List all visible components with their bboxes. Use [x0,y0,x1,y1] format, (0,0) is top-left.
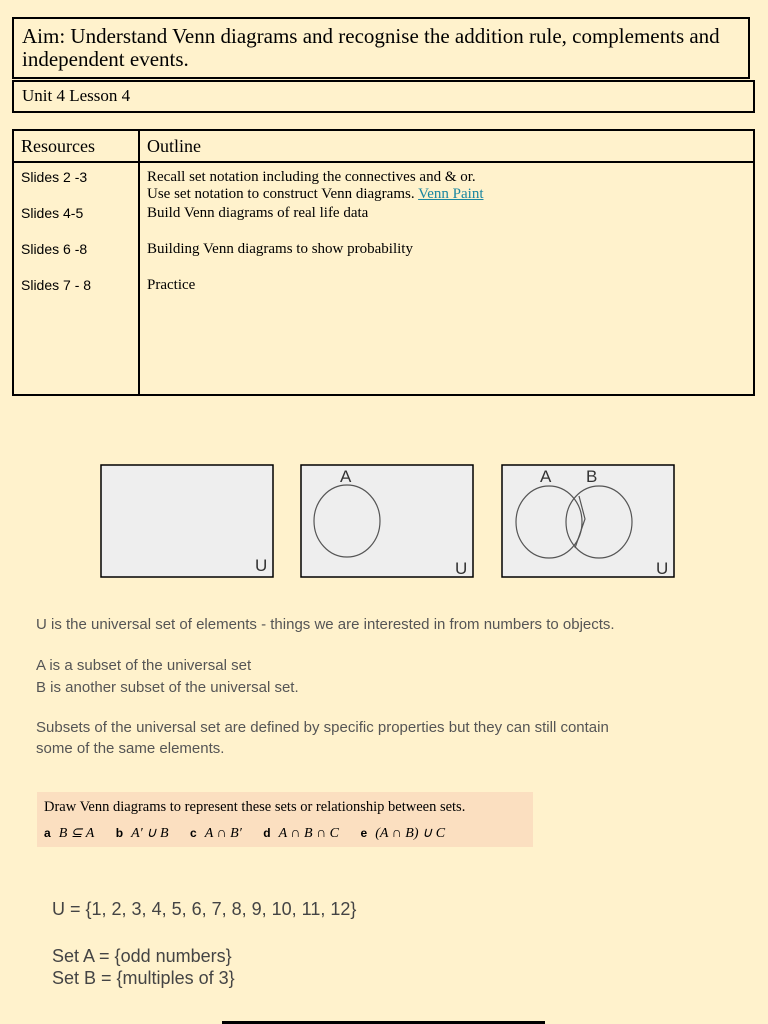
outline-item: Practice [147,277,196,293]
exercise-letter: a [44,826,51,840]
u-label: U [455,559,468,578]
exercise-letter: b [115,826,124,840]
exercise-letter: e [360,826,368,840]
outline-text: Use set notation to construct Venn diagrams. [147,186,415,202]
subset-b-explanation: B is another subset of the universal set. [36,679,299,696]
venn-diagram-one-set [300,464,474,578]
universal-set-explanation: U is the universal set of elements - things we are interested in from numbers to objects. [36,616,615,633]
universal-rect [301,465,473,577]
exercise-expression: A ∩ B ∩ C [278,826,340,841]
outline-item: Building Venn diagrams to show probability [147,241,413,257]
resources-outline-table [12,129,755,396]
subset-a-explanation: A is a subset of the universal set [36,657,252,674]
exercise-expression: A ∩ B′ [204,826,242,841]
a-label: A [540,467,552,486]
outline-text [147,186,753,203]
venn-paint-link[interactable]: Venn Paint [418,186,484,202]
resources-cell [13,162,139,395]
exercise-title: Draw Venn diagrams to represent these sets or relationship between sets. [44,799,466,815]
venn-diagram-two-sets [501,464,675,578]
universal-rect [101,465,273,577]
u-label: U [656,559,669,578]
outline-text: Recall set notation including the connectives and & or. [147,169,476,185]
exercise-expression: (A ∩ B) ∪ C [375,826,446,841]
resource-item: Slides 7 - 8 [21,277,92,293]
exercise-expression: A′ ∪ B [131,826,169,841]
exercise-letter: d [263,826,271,840]
outline-item [147,169,753,205]
a-label: A [340,467,352,486]
u-label: U [255,556,268,575]
set-b-definition: Set B = {multiples of 3} [52,968,235,988]
exercise-expression: B ⊆ A [58,826,95,841]
outline-item: Build Venn diagrams of real life data [147,205,369,221]
exercise-letter: c [190,826,197,840]
resource-item: Slides 6 -8 [21,241,88,257]
outline-cell [139,162,754,395]
b-label: B [586,467,598,486]
aim-heading: Aim: Understand Venn diagrams and recognise the addition rule, complements and independent events. [12,17,750,79]
venn-diagram-universal [100,464,274,578]
outline-header: Outline [139,130,754,162]
universal-set-definition: U = {1, 2, 3, 4, 5, 6, 7, 8, 9, 10, 11, 12} [52,899,357,919]
set-a-definition: Set A = {odd numbers} [52,946,232,966]
subset-properties-text: some of the same elements. [36,740,225,757]
resource-item: Slides 4-5 [21,205,84,221]
exercise-box [37,792,533,847]
exercise-items [44,825,463,842]
subset-properties-text: Subsets of the universal set are defined by specific properties but they can still contain [36,719,609,736]
resource-item: Slides 2 -3 [21,169,88,185]
resources-header: Resources [13,130,139,162]
unit-lesson-label: Unit 4 Lesson 4 [12,80,755,113]
